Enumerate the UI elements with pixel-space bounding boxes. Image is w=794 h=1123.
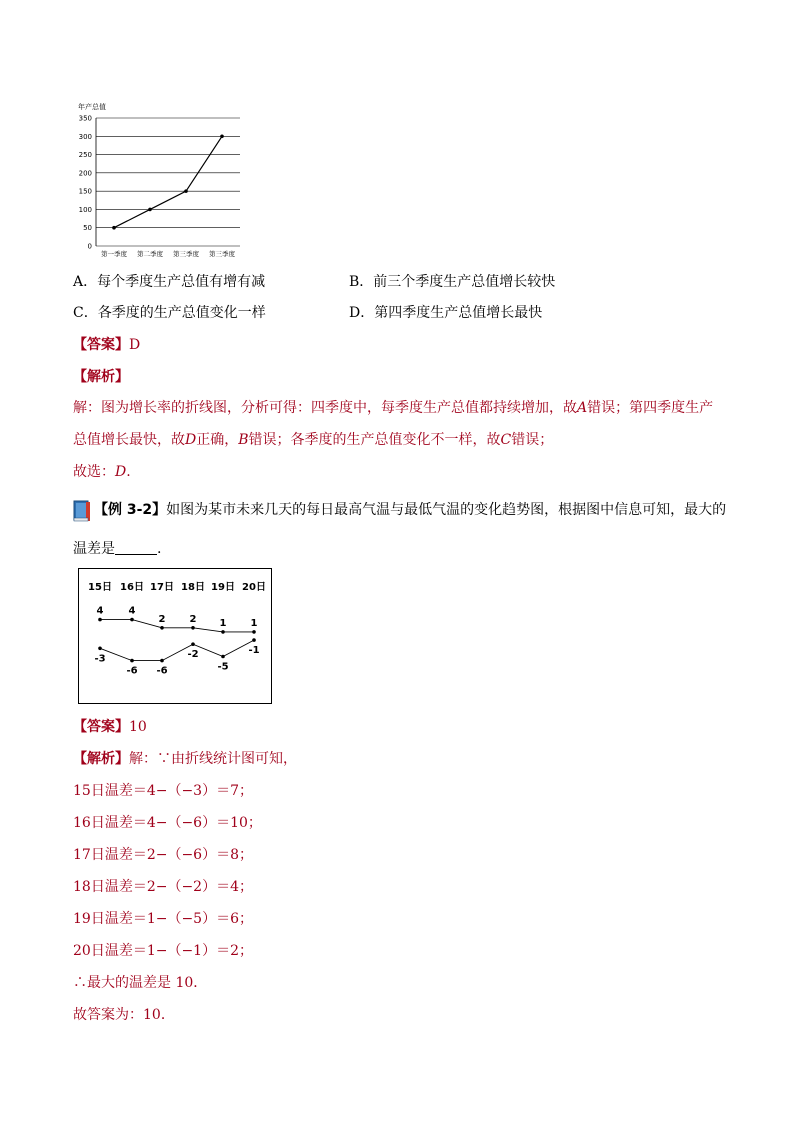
high-temp-label: 4 bbox=[96, 605, 104, 617]
x-tick-label: 第二季度 bbox=[137, 250, 163, 258]
high-temp-point bbox=[160, 626, 164, 630]
day-label: 17日 bbox=[150, 582, 174, 593]
calc-line: 18日温差＝2−（−2）＝4； bbox=[73, 879, 253, 895]
y-axis-label: 年产总值 bbox=[78, 103, 106, 111]
analysis-1-text-tail: 错误；第四季度生产 bbox=[587, 400, 714, 416]
chart1-points bbox=[112, 134, 224, 229]
calc-line: 17日温差＝2−（−6）＝8； bbox=[73, 847, 253, 863]
y-tick-label: 150 bbox=[78, 187, 92, 196]
analysis-2-intro-text: 解：∵由折线统计图可知， bbox=[129, 751, 297, 767]
low-temp-point bbox=[221, 655, 225, 659]
analysis-1-line-3 bbox=[73, 462, 131, 482]
high-temp-label: 4 bbox=[128, 605, 136, 617]
option-ref-a: A bbox=[577, 400, 588, 416]
analysis-1-label: 【解析】 bbox=[73, 369, 129, 385]
example-tag: 【例 3-2】 bbox=[94, 502, 167, 518]
high-temp-label: 2 bbox=[158, 613, 166, 625]
analysis-1-text: 错误；各季度的生产总值变化不一样，故 bbox=[248, 432, 501, 448]
y-tick-label: 200 bbox=[78, 169, 92, 178]
data-point bbox=[184, 189, 188, 193]
calc-line: 16日温差＝4−（−6）＝10； bbox=[73, 815, 262, 831]
y-tick-label: 0 bbox=[87, 242, 92, 251]
x-tick-label: 第一季度 bbox=[101, 250, 127, 258]
final-answer-line: 故答案为：10． bbox=[73, 1007, 175, 1023]
analysis-1-text: . bbox=[126, 464, 131, 480]
option-ref-d: D bbox=[185, 432, 197, 448]
option-a: A．每个季度生产总值有增有减 bbox=[73, 274, 266, 290]
example-line-1 bbox=[94, 500, 726, 520]
high-temp-point bbox=[221, 630, 225, 634]
low-temp-label: -3 bbox=[94, 653, 106, 665]
answer-value: 10 bbox=[129, 719, 147, 735]
low-temp-point bbox=[98, 647, 102, 651]
low-temp-label: -1 bbox=[248, 645, 260, 657]
conclusion-line: ∴最大的温差是 10． bbox=[73, 975, 208, 991]
data-point bbox=[220, 134, 224, 138]
example-line-2 bbox=[73, 539, 161, 559]
chart1-x-ticks bbox=[101, 249, 236, 258]
answer-label: 【答案】 bbox=[73, 337, 129, 353]
example-question-text: 如图为某市未来几天的每日最高气温与最低气温的变化趋势图，根据图中信息可知，最大的 bbox=[166, 502, 727, 518]
y-tick-label: 300 bbox=[78, 132, 92, 141]
low-temp-point bbox=[191, 642, 195, 646]
high-temp-point bbox=[98, 618, 102, 622]
x-tick-label: 第三季度 bbox=[209, 250, 235, 258]
option-ref-d: D bbox=[115, 464, 127, 480]
example-question-text: 温差是 bbox=[73, 541, 115, 557]
day-label: 19日 bbox=[211, 582, 235, 593]
option-b: B．前三个季度生产总值增长较快 bbox=[349, 274, 556, 290]
analysis-1-text: 正确， bbox=[196, 432, 239, 448]
analysis-1-text: 总值增长最快，故 bbox=[73, 432, 185, 448]
high-temp-point bbox=[191, 626, 195, 630]
chart1-y-ticks bbox=[79, 115, 92, 251]
temperature-trend-chart bbox=[78, 568, 272, 704]
answer-1 bbox=[73, 335, 140, 355]
y-tick-label: 350 bbox=[78, 114, 92, 123]
y-tick-label: 250 bbox=[78, 151, 92, 160]
day-label: 15日 bbox=[88, 582, 112, 593]
low-temp-label: -6 bbox=[126, 665, 138, 677]
answer-label: 【答案】 bbox=[73, 719, 129, 735]
high-temp-label: 2 bbox=[189, 613, 197, 625]
production-line-chart bbox=[72, 100, 252, 262]
high-temp-point bbox=[130, 618, 134, 622]
chart1-grid bbox=[96, 118, 240, 246]
analysis-1-text: 解：图为增长率的折线图，分析可得：四季度中，每季度生产总值都持续增加，故 bbox=[73, 400, 577, 416]
day-label: 18日 bbox=[181, 582, 205, 593]
low-temp-label: -2 bbox=[187, 649, 199, 661]
low-temp-point bbox=[160, 659, 164, 663]
high-temp-label: 1 bbox=[219, 617, 227, 629]
option-d: D．第四季度生产总值增长最快 bbox=[349, 305, 543, 321]
option-c: C．各季度的生产总值变化一样 bbox=[73, 305, 266, 321]
answer-blank bbox=[115, 540, 157, 555]
analysis-2-label: 【解析】 bbox=[73, 751, 129, 767]
book-icon bbox=[73, 500, 91, 522]
low-temp-point bbox=[130, 659, 134, 663]
day-label: 16日 bbox=[120, 582, 144, 593]
analysis-1-line-1 bbox=[73, 398, 713, 418]
data-point bbox=[148, 208, 152, 212]
analysis-1-line-2 bbox=[73, 430, 553, 450]
calc-line: 19日温差＝1−（−5）＝6； bbox=[73, 911, 253, 927]
low-temp-label: -6 bbox=[156, 665, 168, 677]
answer-value: D bbox=[129, 337, 141, 353]
low-temp-point bbox=[252, 638, 256, 642]
calc-line: 20日温差＝1−（−1）＝2； bbox=[73, 943, 253, 959]
analysis-1-text: 错误； bbox=[511, 432, 554, 448]
option-ref-c: C bbox=[500, 432, 512, 448]
answer-2 bbox=[73, 717, 147, 737]
x-tick-label: 第三季度 bbox=[173, 250, 199, 258]
y-tick-label: 50 bbox=[83, 224, 92, 233]
y-tick-label: 100 bbox=[78, 205, 92, 214]
high-temp-point bbox=[252, 630, 256, 634]
low-temp-label: -5 bbox=[217, 661, 229, 673]
analysis-2-intro bbox=[73, 749, 297, 769]
calc-line: 15日温差＝4−（−3）＝7； bbox=[73, 783, 253, 799]
high-temp-label: 1 bbox=[250, 617, 258, 629]
option-ref-b: B bbox=[238, 432, 249, 448]
day-label: 20日 bbox=[242, 582, 266, 593]
analysis-1-text: 故选： bbox=[73, 464, 115, 480]
example-question-end: . bbox=[157, 541, 162, 557]
chart1-series-line bbox=[114, 136, 222, 227]
data-point bbox=[112, 226, 116, 230]
